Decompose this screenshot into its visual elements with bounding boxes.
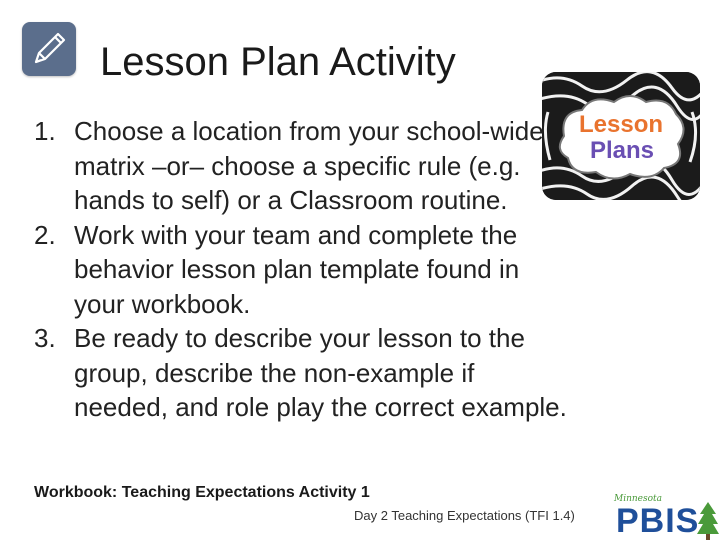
badge-word-plans: Plans bbox=[589, 137, 655, 164]
logo-state-label: Minnesota bbox=[614, 494, 663, 504]
step-number: 3. bbox=[34, 323, 56, 353]
footer-text: Day 2 Teaching Expectations (TFI 1.4) bbox=[354, 508, 575, 523]
logo-wordmark: PBIS bbox=[616, 502, 700, 540]
step-text: Choose a location from your school-wide matrix –or– choose a specific rule (e.g. hands to self) or a Classroom routine. bbox=[74, 116, 544, 215]
step-number: 2. bbox=[34, 219, 56, 250]
step-item bbox=[34, 114, 574, 218]
step-item bbox=[34, 321, 574, 425]
workbook-note: Workbook: Teaching Expectations Activity 1 bbox=[34, 484, 370, 501]
slide-title: Lesson Plan Activity bbox=[100, 40, 456, 84]
badge-word-lesson: Lesson bbox=[578, 111, 664, 138]
step-text: Work with your team and complete the behavior lesson plan template found in your workbook. bbox=[74, 219, 520, 319]
tree-icon bbox=[612, 494, 720, 540]
activity-steps bbox=[34, 114, 574, 425]
step-number: 1. bbox=[34, 116, 56, 146]
pencil-icon bbox=[22, 22, 76, 76]
pbis-logo bbox=[612, 494, 720, 540]
step-text: Be ready to describe your lesson to the group, describe the non-example if needed, and role play the correct example. bbox=[74, 323, 567, 422]
step-item bbox=[34, 218, 574, 322]
